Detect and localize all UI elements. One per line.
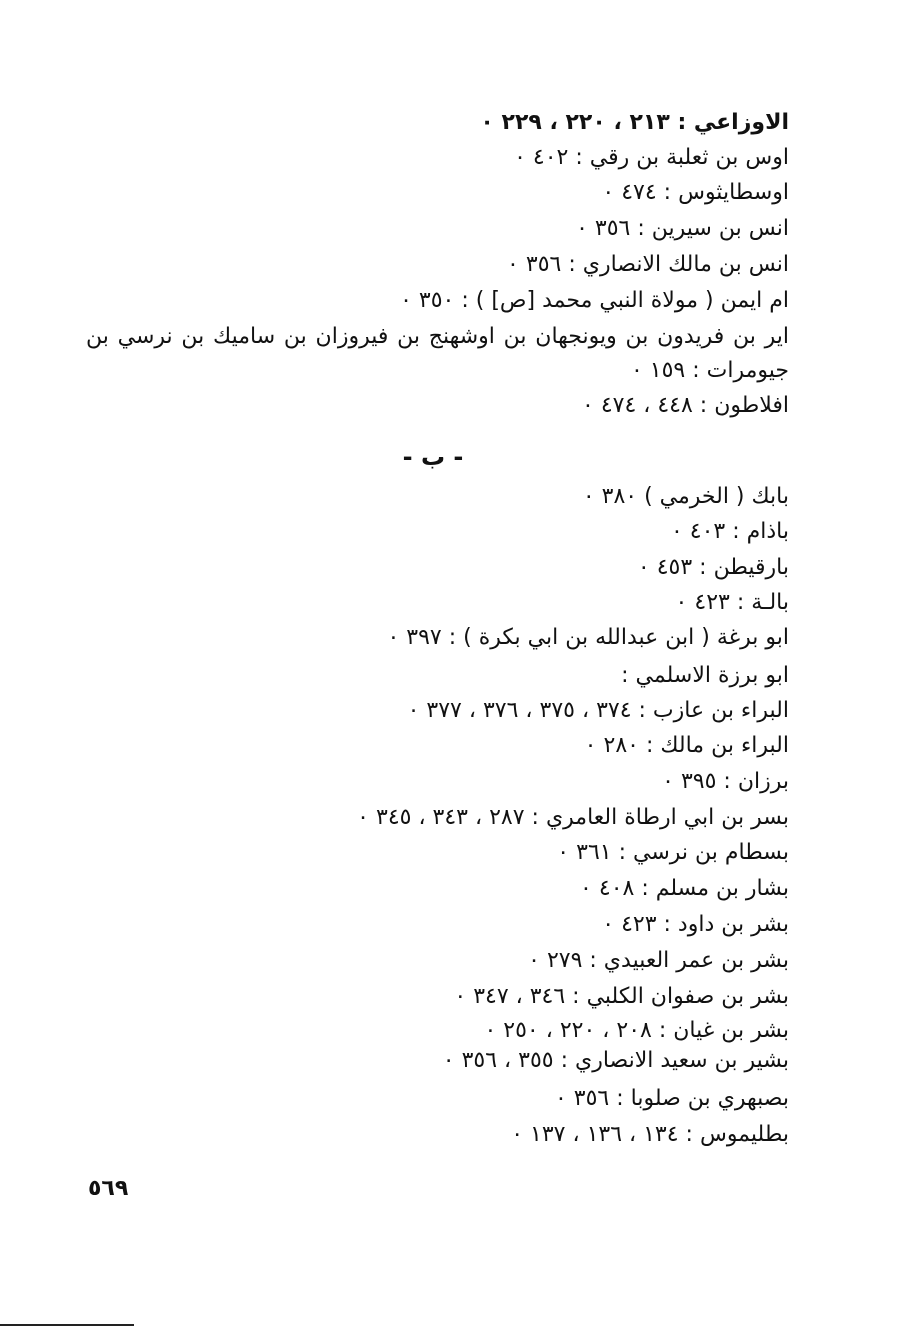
index-entry: ابو برزة الاسلمي : (621, 663, 789, 688)
index-entry: انس بن سيرين : ٣٥٦ ٠ (576, 216, 789, 241)
index-entry: بطليموس : ١٣٤ ، ١٣٦ ، ١٣٧ ٠ (511, 1122, 789, 1147)
index-entry: بشار بن مسلم : ٤٠٨ ٠ (580, 876, 789, 901)
index-entry: ام ايمن ( مولاة النبي محمد [ص] ) : ٣٥٠ ٠ (400, 288, 789, 313)
index-entry-continuation: جيومرات : ١٥٩ ٠ (630, 358, 789, 383)
index-entry: ابو برغة ( ابن عبدالله بن ابي بكرة ) : ٣٩٧ ٠ (387, 625, 789, 650)
bottom-rule (0, 1324, 134, 1326)
index-entry: الاوزاعي : ٢١٣ ، ٢٢٠ ، ٢٢٩ ٠ (480, 110, 789, 135)
index-entry: بشر بن عمر العبيدي : ٢٧٩ ٠ (528, 948, 789, 973)
index-entry: اوسطايثوس : ٤٧٤ ٠ (602, 180, 789, 205)
index-entry: بارقيطن : ٤٥٣ ٠ (637, 555, 789, 580)
section-heading: - ب - (402, 443, 464, 471)
index-entry: بابك ( الخرمي ) ٣٨٠ ٠ (582, 484, 789, 509)
index-entry: بشر بن داود : ٤٢٣ ٠ (602, 912, 789, 937)
index-entry: البراء بن عازب : ٣٧٤ ، ٣٧٥ ، ٣٧٦ ، ٣٧٧ ٠ (407, 698, 789, 723)
index-entry: افلاطون : ٤٤٨ ، ٤٧٤ ٠ (581, 393, 789, 418)
index-entry: بسر بن ابي ارطاة العامري : ٢٨٧ ، ٣٤٣ ، ٣٤٥ ٠ (357, 805, 789, 830)
index-entry: بشير بن سعيد الانصاري : ٣٥٥ ، ٣٥٦ ٠ (442, 1048, 789, 1073)
index-entry: بالـة : ٤٢٣ ٠ (675, 590, 789, 615)
index-entry: برزان : ٣٩٥ ٠ (662, 769, 789, 794)
index-entry: بشر بن غيان : ٢٠٨ ، ٢٢٠ ، ٢٥٠ ٠ (484, 1018, 789, 1043)
index-entry: اير بن فريدون بن ويونجهان بن اوشهنج بن فيروزان بن ساميك بن نرسي بن (86, 324, 789, 349)
index-entry: اوس بن ثعلبة بن رقي : ٤٠٢ ٠ (514, 145, 789, 170)
index-entry: بشر بن صفوان الكلبي : ٣٤٦ ، ٣٤٧ ٠ (454, 984, 789, 1009)
page-number: ٥٦٩ (88, 1176, 129, 1201)
index-entry: باذام : ٤٠٣ ٠ (670, 519, 789, 544)
index-entry: بسطام بن نرسي : ٣٦١ ٠ (557, 840, 789, 865)
index-entry: انس بن مالك الانصاري : ٣٥٦ ٠ (507, 252, 789, 277)
index-entry: بصبهري بن صلوبا : ٣٥٦ ٠ (554, 1086, 789, 1111)
index-entry: البراء بن مالك : ٢٨٠ ٠ (584, 733, 789, 758)
